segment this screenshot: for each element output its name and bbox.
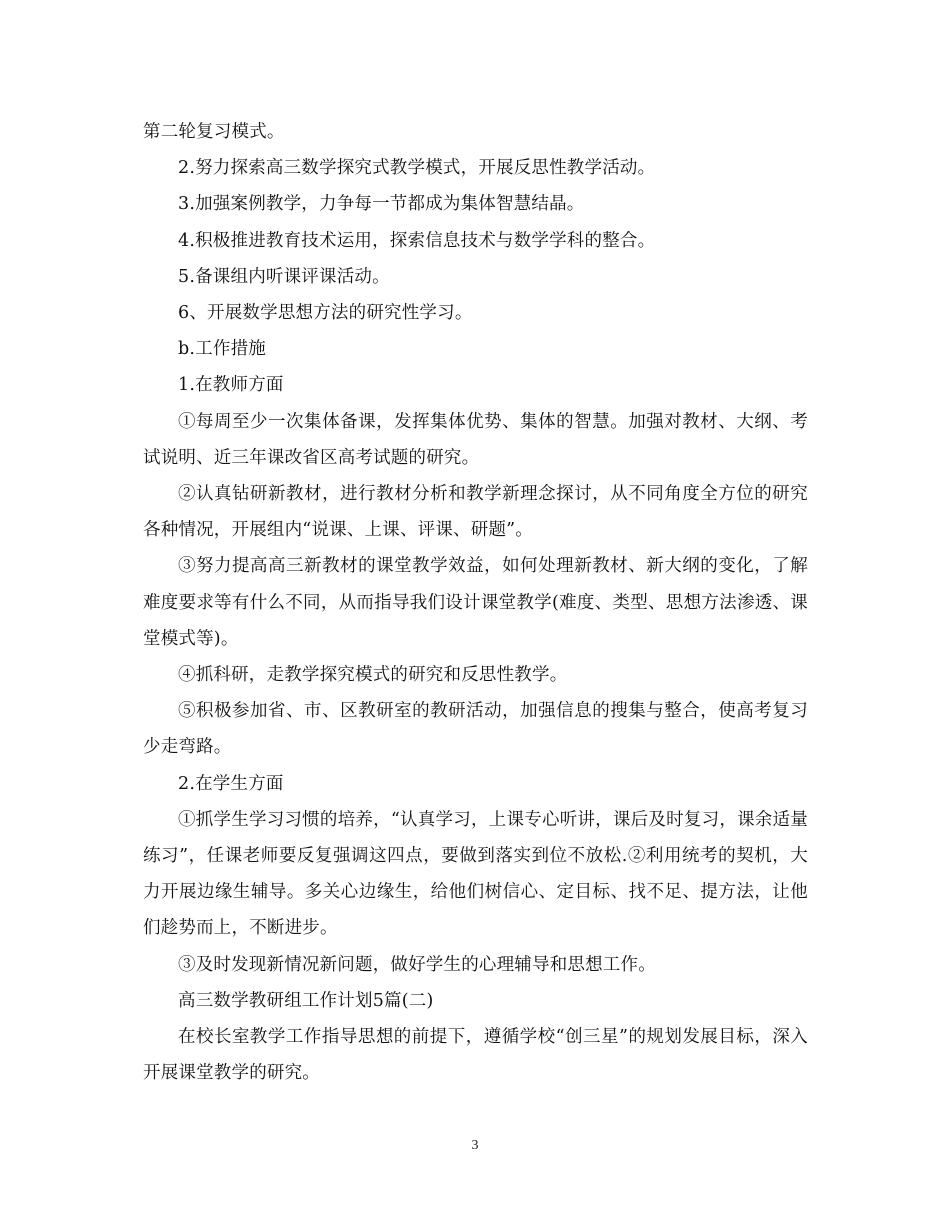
paragraph: ③努力提高高三新教材的课堂教学效益，如何处理新教材、新大纲的变化，了解难度要求等有什么不同，从而指导我们设计课堂教学(难度、类型、思想方法渗透、课堂模式等)。 [143,556,808,649]
paragraph: 1.在教师方面 [178,375,284,396]
paragraph: ①每周至少一次集体备课，发挥集体优势、集体的智慧。加强对教材、大纲、考试说明、近三年课改省区高考试题的研究。 [143,411,808,468]
paragraph: 6、开展数学思想方法的研究性学习。 [178,303,473,324]
paragraph: ⑤积极参加省、市、区教研室的教研活动，加强信息的搜集与整合，使高考复习少走弯路。 [143,701,808,758]
paragraph: 5.备课组内听课评课活动。 [178,266,390,287]
paragraph: b.工作措施 [178,339,266,360]
paragraph: ④抓科研，走教学探究模式的研究和反思性教学。 [178,665,568,686]
paragraph: ③及时发现新情况新问题，做好学生的心理辅导和思想工作。 [178,954,656,975]
paragraph: ①抓学生学习习惯的培养，“认真学习，上课专心听讲，课后及时复习，课余适量练习”，任课老师要反复强调这四点，要做到落实到位不放松.②利用统考的契机，大力开展边缘生辅导。多关心边缘生，给他们树信心、定目标、找不足、提方法，让他们趁势而上，不断进步。 [143,809,808,939]
page-number: 3 [471,1138,479,1153]
paragraph: 在校长室教学工作指导思想的前提下，遵循学校“创三星”的规划发展目标，深入开展课堂教学的研究。 [143,1027,808,1084]
paragraph: 3.加强案例教学，力争每一节都成为集体智慧结晶。 [178,194,585,215]
paragraph: 高三数学教研组工作计划5篇(二) [178,990,434,1011]
paragraph: ②认真钻研新教材，进行教材分析和教学新理念探讨，从不同角度全方位的研究各种情况，开展组内“说课、上课、评课、研题”。 [143,484,808,541]
document-body [143,114,808,1091]
paragraph: 第二轮复习模式。 [143,122,285,142]
paragraph: 2.努力探索高三数学探究式教学模式，开展反思性教学活动。 [178,158,656,179]
paragraph: 4.积极推进教育技术运用，探索信息技术与数学学科的整合。 [178,230,656,251]
paragraph: 2.在学生方面 [178,773,284,794]
